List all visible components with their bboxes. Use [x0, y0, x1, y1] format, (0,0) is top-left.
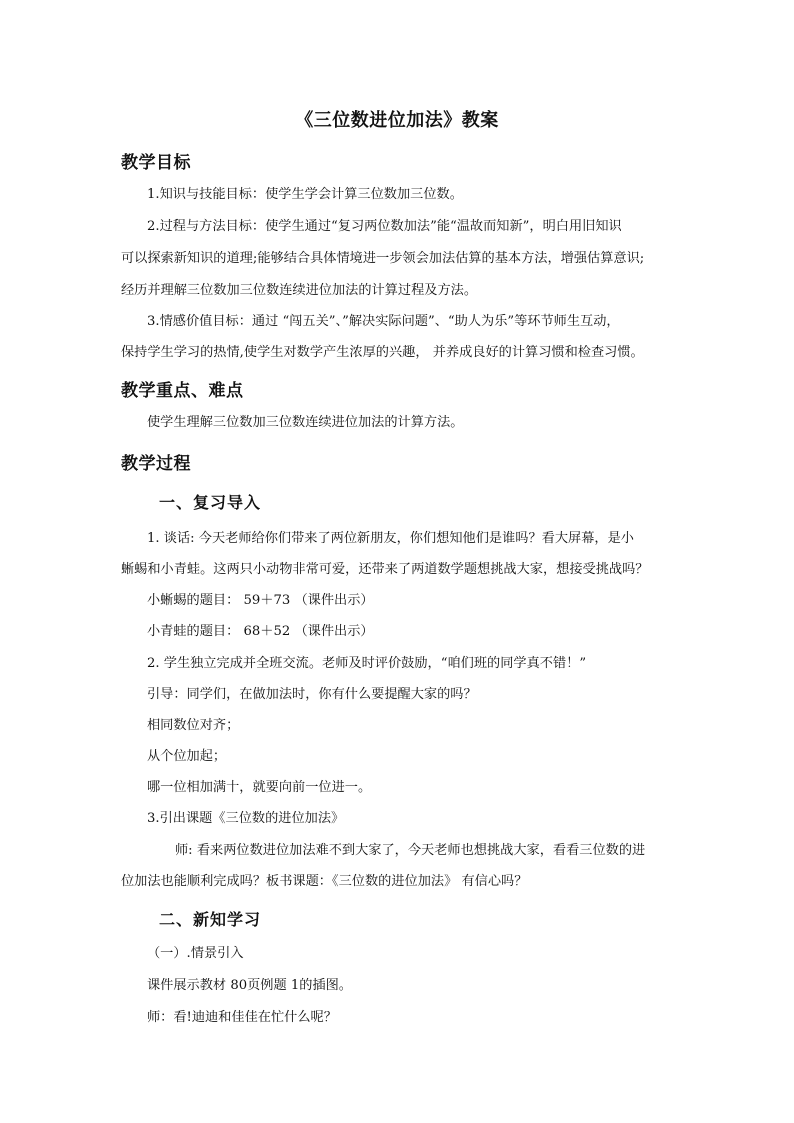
part1-line-11: 师: 看来两位数进位加法难不到大家了，今天老师也想挑战大家，看看三位数的进 — [175, 843, 646, 858]
document-title: 《三位数进位加法》教案 — [295, 110, 499, 131]
process-heading: 教学过程 — [121, 454, 191, 474]
objective-line-5: 3.情感价值目标：通过 “闯五关”、”解决实际问题”、“助人为乐”等环节师生互动， — [147, 314, 620, 329]
part1-line-5: 2. 学生独立完成并全班交流。老师及时评价鼓励，“咱们班的同学真不错！” — [147, 656, 587, 671]
key-points-text: 使学生理解三位数加三位数连续进位加法的计算方法。 — [147, 415, 464, 430]
key-points-heading: 教学重点、难点 — [121, 381, 244, 401]
objective-line-4: 经历并理解三位数加三位数连续进位加法的计算过程及方法。 — [121, 283, 478, 298]
part2-heading: 二、新知学习 — [159, 910, 262, 929]
objectives-heading: 教学目标 — [121, 153, 191, 173]
objective-line-2: 2.过程与方法目标：使学生通过“复习两位数加法”能“温故而知新”，明白用旧知识 — [147, 219, 622, 234]
part1-line-1: 1. 谈话: 今天老师给你们带来了两位新朋友，你们想知他们是谁吗？看大屏幕，是小 — [147, 531, 634, 546]
part1-line-6: 引导：同学们，在做加法时，你有什么要提醒大家的吗？ — [147, 687, 477, 702]
part1-line-8: 从个位加起； — [147, 749, 227, 764]
part1-line-9: 哪一位相加满十，就要向前一位进一。 — [147, 780, 372, 795]
part1-line-2: 蜥蜴和小青蛙。这两只小动物非常可爱，还带来了两道数学题想挑战大家，想接受挑战吗？ — [121, 562, 649, 577]
part1-line-10: 3.引出课题《三位数的进位加法》 — [147, 811, 345, 826]
part1-line-7: 相同数位对齐； — [147, 718, 240, 733]
objective-line-1: 1.知识与技能目标：使学生学会计算三位数加三位数。 — [147, 187, 463, 202]
part2-line-3: 师：看!迪迪和佳佳在忙什么呢？ — [147, 1010, 337, 1025]
part1-line-4: 小青蛙的题目： 68＋52 （课件出示） — [147, 624, 374, 639]
part1-line-3: 小蜥蜴的题目： 59＋73 （课件出示） — [147, 593, 374, 608]
part1-line-12: 位加法也能顺利完成吗？板书课题：《三位数的进位加法》 有信心吗？ — [121, 874, 528, 889]
part1-heading: 一、复习导入 — [159, 493, 262, 512]
objective-line-3: 可以探索新知识的道理;能够结合具体情境进一步领会加法估算的基本方法，增强估算意识; — [121, 251, 645, 266]
part2-line-2: 课件展示教材 80页例题 1的插图。 — [147, 978, 352, 993]
objective-line-6: 保持学生学习的热情,使学生对数学产生浓厚的兴趣， 并养成良好的计算习惯和检查习惯。 — [121, 345, 644, 360]
part2-line-1: （一）.情景引入 — [147, 946, 244, 961]
